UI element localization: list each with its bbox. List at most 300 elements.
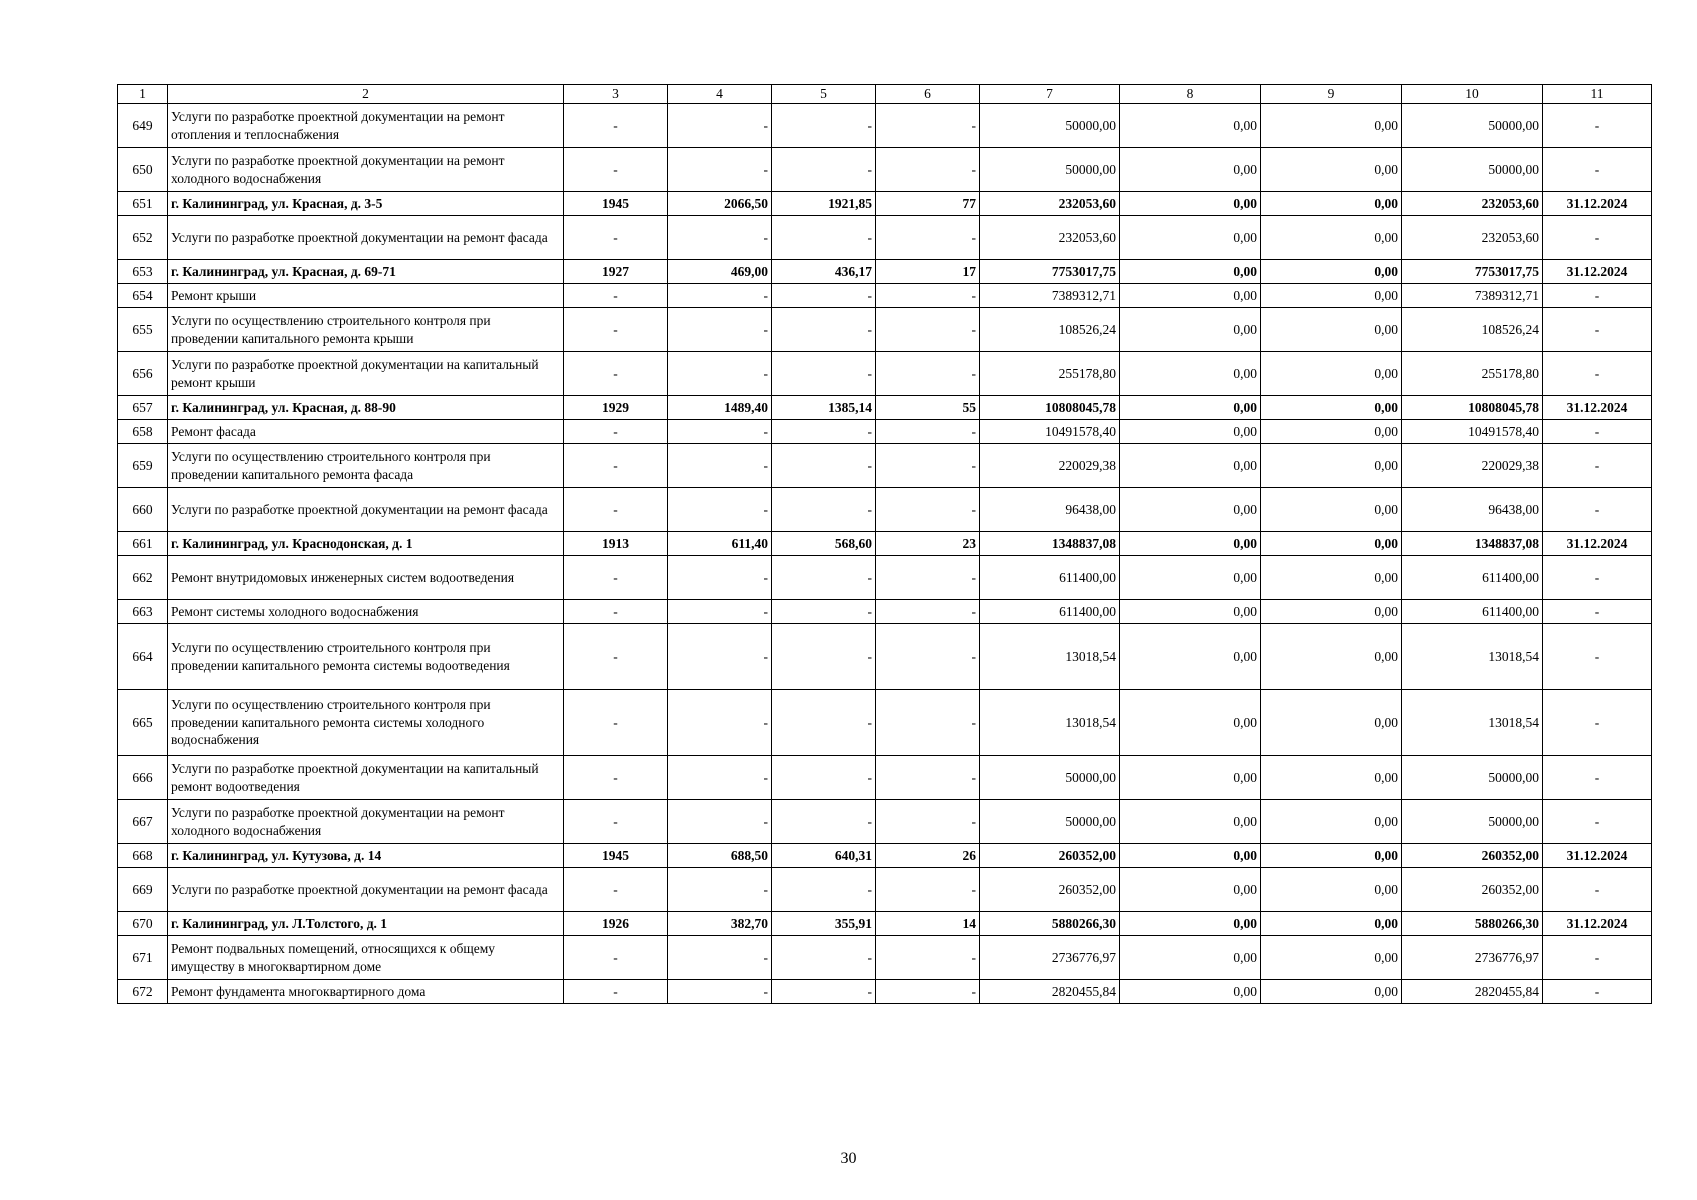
cell-deadline: - xyxy=(1543,444,1652,488)
cell-total-area: - xyxy=(668,556,772,600)
cell-living-area: - xyxy=(772,104,876,148)
cell-cost-other: 50000,00 xyxy=(1402,148,1543,192)
cell-deadline: - xyxy=(1543,148,1652,192)
cell-description: г. Калининград, ул. Красная, д. 69-71 xyxy=(168,260,564,284)
cell-cost-owners: 0,00 xyxy=(1261,600,1402,624)
cell-build-year: 1929 xyxy=(564,396,668,420)
cell-cost-owners: 0,00 xyxy=(1261,216,1402,260)
cell-cost-owners: 0,00 xyxy=(1261,444,1402,488)
cell-row-number: 658 xyxy=(118,420,168,444)
cell-total-area: - xyxy=(668,936,772,980)
cell-cost-other: 2736776,97 xyxy=(1402,936,1543,980)
cell-total-area: - xyxy=(668,980,772,1004)
cell-residents: - xyxy=(876,148,980,192)
cell-cost-total: 260352,00 xyxy=(980,844,1120,868)
cell-build-year: - xyxy=(564,444,668,488)
cell-cost-owners: 0,00 xyxy=(1261,690,1402,756)
cell-cost-total: 611400,00 xyxy=(980,556,1120,600)
cell-cost-total: 2820455,84 xyxy=(980,980,1120,1004)
cell-build-year: 1927 xyxy=(564,260,668,284)
cell-cost-owners: 0,00 xyxy=(1261,308,1402,352)
cell-residents: - xyxy=(876,104,980,148)
cell-cost-owners: 0,00 xyxy=(1261,420,1402,444)
cell-residents: - xyxy=(876,756,980,800)
cell-cost-owners: 0,00 xyxy=(1261,192,1402,216)
cell-cost-total: 108526,24 xyxy=(980,308,1120,352)
cell-total-area: - xyxy=(668,444,772,488)
cell-cost-fund: 0,00 xyxy=(1120,308,1261,352)
cell-cost-total: 232053,60 xyxy=(980,192,1120,216)
cell-build-year: - xyxy=(564,936,668,980)
cell-cost-fund: 0,00 xyxy=(1120,756,1261,800)
cell-cost-fund: 0,00 xyxy=(1120,352,1261,396)
cell-build-year: - xyxy=(564,308,668,352)
work-item-row xyxy=(118,104,1652,148)
cell-deadline: 31.12.2024 xyxy=(1543,532,1652,556)
cell-row-number: 667 xyxy=(118,800,168,844)
cell-cost-fund: 0,00 xyxy=(1120,936,1261,980)
cell-cost-owners: 0,00 xyxy=(1261,556,1402,600)
cell-cost-fund: 0,00 xyxy=(1120,216,1261,260)
cell-residents: - xyxy=(876,216,980,260)
cell-cost-other: 232053,60 xyxy=(1402,192,1543,216)
cell-build-year: - xyxy=(564,800,668,844)
cell-living-area: - xyxy=(772,556,876,600)
cell-deadline: 31.12.2024 xyxy=(1543,912,1652,936)
cell-living-area: 640,31 xyxy=(772,844,876,868)
cell-cost-total: 5880266,30 xyxy=(980,912,1120,936)
cell-cost-total: 13018,54 xyxy=(980,690,1120,756)
header-cell: 5 xyxy=(772,85,876,104)
work-item-row xyxy=(118,488,1652,532)
cell-living-area: - xyxy=(772,800,876,844)
cell-cost-owners: 0,00 xyxy=(1261,532,1402,556)
cell-row-number: 669 xyxy=(118,868,168,912)
cell-description: Ремонт системы холодного водоснабжения xyxy=(168,600,564,624)
cell-build-year: 1926 xyxy=(564,912,668,936)
cell-cost-other: 1348837,08 xyxy=(1402,532,1543,556)
cell-total-area: - xyxy=(668,104,772,148)
header-cell: 4 xyxy=(668,85,772,104)
cell-cost-owners: 0,00 xyxy=(1261,488,1402,532)
cell-living-area: - xyxy=(772,216,876,260)
cell-cost-total: 260352,00 xyxy=(980,868,1120,912)
cell-description: Услуги по разработке проектной документации на капитальный ремонт крыши xyxy=(168,352,564,396)
cell-living-area: - xyxy=(772,308,876,352)
cell-cost-other: 13018,54 xyxy=(1402,690,1543,756)
cell-total-area: - xyxy=(668,624,772,690)
cell-cost-other: 10491578,40 xyxy=(1402,420,1543,444)
cell-residents: - xyxy=(876,868,980,912)
cell-residents: - xyxy=(876,284,980,308)
cell-build-year: 1945 xyxy=(564,844,668,868)
cell-cost-total: 232053,60 xyxy=(980,216,1120,260)
cell-row-number: 656 xyxy=(118,352,168,396)
cell-description: г. Калининград, ул. Краснодонская, д. 1 xyxy=(168,532,564,556)
cell-cost-owners: 0,00 xyxy=(1261,800,1402,844)
cell-total-area: - xyxy=(668,868,772,912)
cell-living-area: - xyxy=(772,756,876,800)
cell-build-year: - xyxy=(564,420,668,444)
cell-residents: - xyxy=(876,690,980,756)
cell-deadline: 31.12.2024 xyxy=(1543,844,1652,868)
cell-cost-fund: 0,00 xyxy=(1120,104,1261,148)
cell-cost-total: 50000,00 xyxy=(980,104,1120,148)
cell-total-area: - xyxy=(668,690,772,756)
cell-cost-other: 611400,00 xyxy=(1402,600,1543,624)
cell-description: Услуги по разработке проектной документации на капитальный ремонт водоотведения xyxy=(168,756,564,800)
cell-cost-total: 50000,00 xyxy=(980,148,1120,192)
cell-total-area: 2066,50 xyxy=(668,192,772,216)
cell-total-area: - xyxy=(668,800,772,844)
cell-total-area: - xyxy=(668,216,772,260)
cell-row-number: 653 xyxy=(118,260,168,284)
cell-build-year: - xyxy=(564,690,668,756)
cell-deadline: 31.12.2024 xyxy=(1543,260,1652,284)
cell-residents: - xyxy=(876,624,980,690)
cell-description: Ремонт фасада xyxy=(168,420,564,444)
cell-cost-other: 50000,00 xyxy=(1402,756,1543,800)
cell-build-year: - xyxy=(564,216,668,260)
cell-living-area: 568,60 xyxy=(772,532,876,556)
header-cell: 8 xyxy=(1120,85,1261,104)
cell-cost-fund: 0,00 xyxy=(1120,690,1261,756)
work-item-row xyxy=(118,756,1652,800)
cell-cost-fund: 0,00 xyxy=(1120,912,1261,936)
cell-living-area: - xyxy=(772,488,876,532)
cell-description: Услуги по разработке проектной документации на ремонт холодного водоснабжения xyxy=(168,148,564,192)
cell-total-area: - xyxy=(668,420,772,444)
cell-residents: 17 xyxy=(876,260,980,284)
header-cell: 11 xyxy=(1543,85,1652,104)
cell-cost-owners: 0,00 xyxy=(1261,980,1402,1004)
cell-deadline: - xyxy=(1543,624,1652,690)
cell-cost-fund: 0,00 xyxy=(1120,148,1261,192)
cell-deadline: - xyxy=(1543,308,1652,352)
cell-deadline: - xyxy=(1543,980,1652,1004)
cell-cost-fund: 0,00 xyxy=(1120,800,1261,844)
cell-residents: - xyxy=(876,352,980,396)
cell-living-area: - xyxy=(772,624,876,690)
cell-build-year: 1945 xyxy=(564,192,668,216)
cell-deadline: - xyxy=(1543,868,1652,912)
cell-cost-total: 10491578,40 xyxy=(980,420,1120,444)
cell-description: г. Калининград, ул. Красная, д. 88-90 xyxy=(168,396,564,420)
cell-deadline: - xyxy=(1543,800,1652,844)
cell-cost-total: 13018,54 xyxy=(980,624,1120,690)
cell-total-area: 688,50 xyxy=(668,844,772,868)
cell-row-number: 650 xyxy=(118,148,168,192)
cell-description: Услуги по осуществлению строительного контроля при проведении капитального ремонта системы водоотведения xyxy=(168,624,564,690)
cell-cost-owners: 0,00 xyxy=(1261,624,1402,690)
cell-residents: 26 xyxy=(876,844,980,868)
cell-row-number: 665 xyxy=(118,690,168,756)
cell-living-area: - xyxy=(772,420,876,444)
cell-cost-other: 611400,00 xyxy=(1402,556,1543,600)
cell-description: г. Калининград, ул. Кутузова, д. 14 xyxy=(168,844,564,868)
cell-build-year: - xyxy=(564,624,668,690)
cell-build-year: - xyxy=(564,600,668,624)
cell-row-number: 654 xyxy=(118,284,168,308)
cell-build-year: - xyxy=(564,104,668,148)
cell-build-year: - xyxy=(564,756,668,800)
cell-build-year: - xyxy=(564,284,668,308)
address-row xyxy=(118,844,1652,868)
cell-cost-fund: 0,00 xyxy=(1120,284,1261,308)
cell-deadline: - xyxy=(1543,352,1652,396)
cell-living-area: - xyxy=(772,690,876,756)
cell-cost-total: 1348837,08 xyxy=(980,532,1120,556)
work-item-row xyxy=(118,148,1652,192)
cell-build-year: - xyxy=(564,980,668,1004)
work-item-row xyxy=(118,624,1652,690)
cell-description: Услуги по разработке проектной документации на ремонт фасада xyxy=(168,216,564,260)
cell-row-number: 671 xyxy=(118,936,168,980)
work-item-row xyxy=(118,556,1652,600)
cell-cost-other: 2820455,84 xyxy=(1402,980,1543,1004)
cell-living-area: 355,91 xyxy=(772,912,876,936)
cell-cost-total: 7753017,75 xyxy=(980,260,1120,284)
cell-residents: - xyxy=(876,308,980,352)
cell-cost-fund: 0,00 xyxy=(1120,192,1261,216)
cell-residents: - xyxy=(876,556,980,600)
work-item-row xyxy=(118,800,1652,844)
cell-total-area: - xyxy=(668,284,772,308)
cell-cost-other: 260352,00 xyxy=(1402,844,1543,868)
cell-cost-other: 10808045,78 xyxy=(1402,396,1543,420)
work-item-row xyxy=(118,868,1652,912)
cell-cost-other: 50000,00 xyxy=(1402,800,1543,844)
cell-cost-fund: 0,00 xyxy=(1120,556,1261,600)
cell-description: Ремонт подвальных помещений, относящихся к общему имуществу в многоквартирном доме xyxy=(168,936,564,980)
cell-cost-fund: 0,00 xyxy=(1120,980,1261,1004)
cell-living-area: - xyxy=(772,352,876,396)
cell-cost-owners: 0,00 xyxy=(1261,756,1402,800)
cell-build-year: 1913 xyxy=(564,532,668,556)
address-row xyxy=(118,192,1652,216)
cell-cost-owners: 0,00 xyxy=(1261,260,1402,284)
cell-cost-total: 50000,00 xyxy=(980,756,1120,800)
cell-total-area: - xyxy=(668,308,772,352)
cell-description: Услуги по разработке проектной документации на ремонт отопления и теплоснабжения xyxy=(168,104,564,148)
cell-living-area: - xyxy=(772,868,876,912)
cell-deadline: 31.12.2024 xyxy=(1543,192,1652,216)
cell-description: Услуги по разработке проектной документации на ремонт холодного водоснабжения xyxy=(168,800,564,844)
cell-row-number: 663 xyxy=(118,600,168,624)
cell-description: Ремонт крыши xyxy=(168,284,564,308)
cell-total-area: - xyxy=(668,756,772,800)
cell-row-number: 666 xyxy=(118,756,168,800)
work-item-row xyxy=(118,216,1652,260)
cell-cost-other: 13018,54 xyxy=(1402,624,1543,690)
cell-row-number: 660 xyxy=(118,488,168,532)
cell-row-number: 651 xyxy=(118,192,168,216)
cell-residents: - xyxy=(876,488,980,532)
cell-cost-fund: 0,00 xyxy=(1120,488,1261,532)
header-cell: 3 xyxy=(564,85,668,104)
cell-deadline: - xyxy=(1543,690,1652,756)
work-item-row xyxy=(118,600,1652,624)
header-cell: 2 xyxy=(168,85,564,104)
cell-cost-other: 96438,00 xyxy=(1402,488,1543,532)
cell-cost-other: 50000,00 xyxy=(1402,104,1543,148)
cell-cost-other: 220029,38 xyxy=(1402,444,1543,488)
cell-total-area: - xyxy=(668,488,772,532)
header-row xyxy=(118,85,1652,104)
cell-total-area: - xyxy=(668,148,772,192)
cell-deadline: - xyxy=(1543,756,1652,800)
cell-cost-total: 96438,00 xyxy=(980,488,1120,532)
cell-living-area: - xyxy=(772,936,876,980)
cell-cost-total: 50000,00 xyxy=(980,800,1120,844)
cell-residents: - xyxy=(876,936,980,980)
cell-residents: 14 xyxy=(876,912,980,936)
cell-living-area: - xyxy=(772,980,876,1004)
cell-residents: 55 xyxy=(876,396,980,420)
budget-table xyxy=(117,84,1652,1004)
cell-deadline: - xyxy=(1543,284,1652,308)
cell-cost-total: 7389312,71 xyxy=(980,284,1120,308)
work-item-row xyxy=(118,284,1652,308)
cell-residents: 23 xyxy=(876,532,980,556)
cell-living-area: 1921,85 xyxy=(772,192,876,216)
cell-cost-owners: 0,00 xyxy=(1261,396,1402,420)
cell-total-area: - xyxy=(668,600,772,624)
work-item-row xyxy=(118,690,1652,756)
cell-living-area: - xyxy=(772,600,876,624)
cell-cost-fund: 0,00 xyxy=(1120,868,1261,912)
cell-description: г. Калининград, ул. Красная, д. 3-5 xyxy=(168,192,564,216)
cell-description: Услуги по осуществлению строительного контроля при проведении капитального ремонта крыши xyxy=(168,308,564,352)
cell-cost-fund: 0,00 xyxy=(1120,600,1261,624)
cell-row-number: 664 xyxy=(118,624,168,690)
cell-cost-total: 255178,80 xyxy=(980,352,1120,396)
cell-deadline: - xyxy=(1543,104,1652,148)
cell-deadline: - xyxy=(1543,216,1652,260)
cell-living-area: - xyxy=(772,284,876,308)
cell-cost-other: 255178,80 xyxy=(1402,352,1543,396)
work-item-row xyxy=(118,420,1652,444)
address-row xyxy=(118,912,1652,936)
cell-residents: - xyxy=(876,800,980,844)
cell-cost-total: 220029,38 xyxy=(980,444,1120,488)
cell-living-area: 1385,14 xyxy=(772,396,876,420)
cell-row-number: 670 xyxy=(118,912,168,936)
work-item-row xyxy=(118,352,1652,396)
cell-cost-other: 5880266,30 xyxy=(1402,912,1543,936)
cell-total-area: 1489,40 xyxy=(668,396,772,420)
cell-cost-owners: 0,00 xyxy=(1261,104,1402,148)
cell-residents: - xyxy=(876,444,980,488)
cell-living-area: - xyxy=(772,148,876,192)
cell-cost-fund: 0,00 xyxy=(1120,532,1261,556)
cell-row-number: 652 xyxy=(118,216,168,260)
cell-living-area: - xyxy=(772,444,876,488)
cell-cost-owners: 0,00 xyxy=(1261,868,1402,912)
header-cell: 6 xyxy=(876,85,980,104)
cell-row-number: 668 xyxy=(118,844,168,868)
cell-build-year: - xyxy=(564,868,668,912)
cell-cost-owners: 0,00 xyxy=(1261,936,1402,980)
cell-description: Услуги по осуществлению строительного контроля при проведении капитального ремонта системы холодного водоснабжения xyxy=(168,690,564,756)
cell-row-number: 661 xyxy=(118,532,168,556)
cell-residents: - xyxy=(876,980,980,1004)
cell-row-number: 672 xyxy=(118,980,168,1004)
cell-cost-total: 611400,00 xyxy=(980,600,1120,624)
cell-cost-owners: 0,00 xyxy=(1261,352,1402,396)
cell-cost-total: 10808045,78 xyxy=(980,396,1120,420)
cell-cost-total: 2736776,97 xyxy=(980,936,1120,980)
cell-deadline: 31.12.2024 xyxy=(1543,396,1652,420)
cell-cost-fund: 0,00 xyxy=(1120,844,1261,868)
cell-deadline: - xyxy=(1543,488,1652,532)
cell-cost-fund: 0,00 xyxy=(1120,260,1261,284)
cell-deadline: - xyxy=(1543,936,1652,980)
cell-cost-other: 260352,00 xyxy=(1402,868,1543,912)
cell-build-year: - xyxy=(564,556,668,600)
cell-deadline: - xyxy=(1543,600,1652,624)
cell-cost-owners: 0,00 xyxy=(1261,284,1402,308)
header-cell: 9 xyxy=(1261,85,1402,104)
header-cell: 1 xyxy=(118,85,168,104)
header-cell: 7 xyxy=(980,85,1120,104)
cell-residents: 77 xyxy=(876,192,980,216)
cell-row-number: 655 xyxy=(118,308,168,352)
header-cell: 10 xyxy=(1402,85,1543,104)
address-row xyxy=(118,260,1652,284)
page-number: 30 xyxy=(840,1150,857,1167)
cell-cost-owners: 0,00 xyxy=(1261,148,1402,192)
work-item-row xyxy=(118,936,1652,980)
address-row xyxy=(118,532,1652,556)
cell-description: Ремонт фундамента многоквартирного дома xyxy=(168,980,564,1004)
cell-cost-fund: 0,00 xyxy=(1120,624,1261,690)
work-item-row xyxy=(118,444,1652,488)
cell-description: Услуги по разработке проектной документации на ремонт фасада xyxy=(168,488,564,532)
cell-row-number: 649 xyxy=(118,104,168,148)
cell-cost-fund: 0,00 xyxy=(1120,420,1261,444)
cell-total-area: 469,00 xyxy=(668,260,772,284)
cell-cost-other: 7753017,75 xyxy=(1402,260,1543,284)
cell-build-year: - xyxy=(564,352,668,396)
cell-residents: - xyxy=(876,600,980,624)
cell-cost-fund: 0,00 xyxy=(1120,444,1261,488)
cell-row-number: 662 xyxy=(118,556,168,600)
cell-total-area: - xyxy=(668,352,772,396)
cell-residents: - xyxy=(876,420,980,444)
cell-cost-other: 108526,24 xyxy=(1402,308,1543,352)
cell-description: г. Калининград, ул. Л.Толстого, д. 1 xyxy=(168,912,564,936)
cell-build-year: - xyxy=(564,488,668,532)
cell-deadline: - xyxy=(1543,420,1652,444)
cell-build-year: - xyxy=(564,148,668,192)
cell-row-number: 657 xyxy=(118,396,168,420)
work-item-row xyxy=(118,308,1652,352)
cell-description: Услуги по осуществлению строительного контроля при проведении капитального ремонта фасада xyxy=(168,444,564,488)
cell-cost-fund: 0,00 xyxy=(1120,396,1261,420)
cell-total-area: 382,70 xyxy=(668,912,772,936)
cell-living-area: 436,17 xyxy=(772,260,876,284)
cell-cost-owners: 0,00 xyxy=(1261,844,1402,868)
cell-row-number: 659 xyxy=(118,444,168,488)
address-row xyxy=(118,396,1652,420)
cell-deadline: - xyxy=(1543,556,1652,600)
cell-cost-owners: 0,00 xyxy=(1261,912,1402,936)
cell-description: Ремонт внутридомовых инженерных систем водоотведения xyxy=(168,556,564,600)
cell-total-area: 611,40 xyxy=(668,532,772,556)
work-item-row xyxy=(118,980,1652,1004)
cell-cost-other: 232053,60 xyxy=(1402,216,1543,260)
